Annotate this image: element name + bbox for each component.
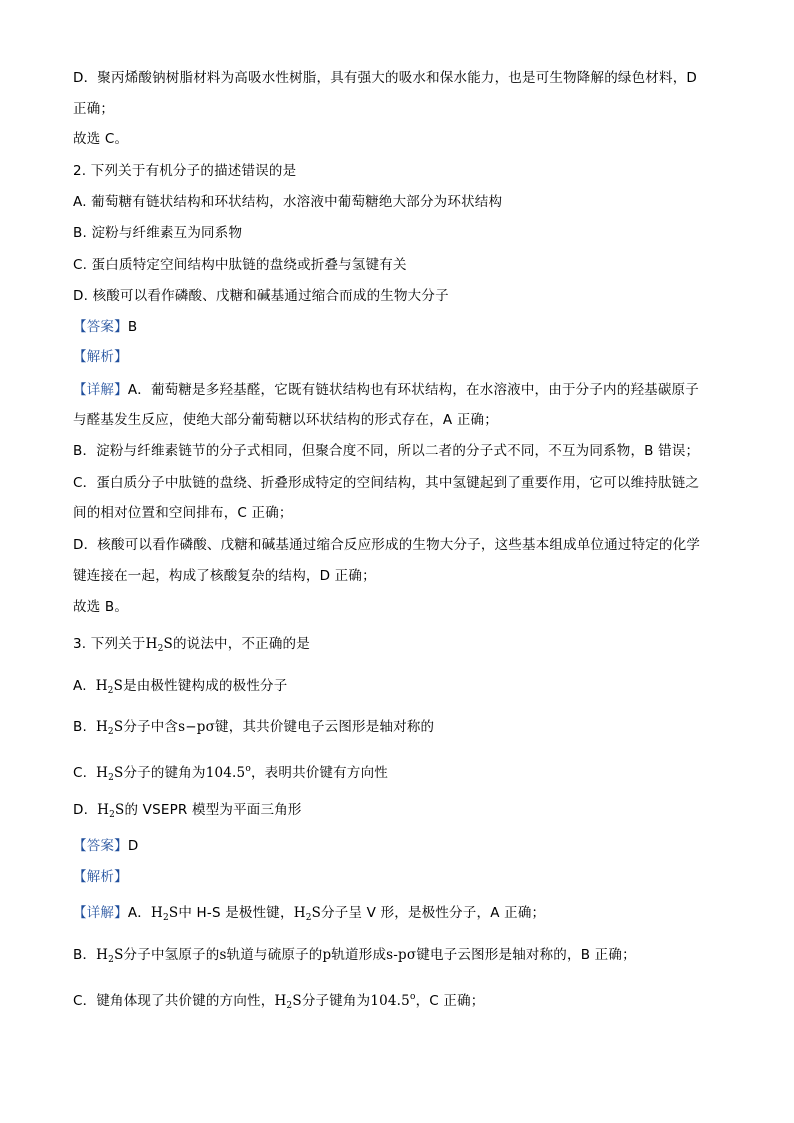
analysis-tag: 【解析】 [73, 869, 128, 885]
s-orbital-symbol: s [219, 947, 227, 963]
option-label: C. [73, 765, 88, 781]
option-text: 是由极性键构成的极性分子 [123, 678, 288, 694]
analysis-line [73, 868, 128, 886]
p-orbital-symbol: p [322, 947, 332, 963]
option-label: D. [73, 802, 89, 818]
question-2-option-a: A. 葡萄糖有链状结构和环状结构，水溶液中葡萄糖绝大部分为环状结构 [73, 194, 503, 210]
text-line: 间的相对位置和空间排布，C 正确； [73, 505, 293, 521]
text-line: B．淀粉与纤维素链节的分子式相同，但聚合度不同，所以二者的分子式不同，不互为同系物，B 错误； [73, 443, 700, 459]
text-line: C．蛋白质分子中肽链的盘绕、折叠形成特定的空间结构，其中氢键起到了重要作用，它可以维持肽链之 [73, 475, 700, 491]
bond-angle-value: 104.5$^o$ [205, 764, 251, 781]
answer-tag: 【答案】 [73, 319, 128, 335]
answer-tag: 【答案】 [73, 838, 128, 854]
h2s-formula: $H_2S$ [95, 678, 124, 696]
text-line: 键连接在一起，构成了核酸复杂的结构，D 正确； [73, 568, 376, 584]
text-line: 故选 B。 [73, 599, 129, 615]
s-p-sigma-formula: s−pσ [178, 719, 216, 735]
stem-text: 3. 下列关于 [73, 636, 146, 652]
question-3-stem [73, 635, 310, 658]
explanation-tag: 【详解】 [73, 905, 128, 921]
h2s-formula: $H_2S$ [96, 947, 124, 965]
answer-line [73, 318, 137, 336]
explanation-line: 【详解】A．$H_2S$中 H-S 是极性键，$H_2S$分子呈 V 形，是极性分子，A 正确； [73, 905, 546, 923]
text-line: D．核酸可以看作磷酸、戊糖和碱基通过缩合反应形成的生物大分子，这些基本组成单位通过特定的化学 [73, 537, 701, 553]
h2s-formula: $H_2S$ [97, 802, 125, 820]
h2s-formula: $H_2S$ [150, 905, 179, 923]
bond-angle-value: 104.5$^o$ [370, 992, 416, 1009]
h2s-formula: $H_2S$ [293, 905, 322, 923]
h2s-formula: $H_2S$ [145, 636, 173, 654]
text-line: C．键角体现了共价键的方向性，$H_2S$分子键角为104.5$^o$，C 正确； [73, 992, 485, 1011]
explanation-tag: 【详解】 [73, 382, 128, 398]
stem-text: 的说法中，不正确的是 [172, 636, 310, 652]
text-line: 正确； [73, 101, 115, 117]
question-2-option-c: C. 蛋白质特定空间结构中肽链的盘绕或折叠与氢键有关 [73, 257, 407, 273]
question-2-option-b: B. 淀粉与纤维素互为同系物 [73, 225, 243, 241]
answer-value: D [127, 838, 139, 854]
text-line: 故选 C。 [73, 131, 129, 147]
answer-value: B [127, 319, 138, 335]
text-line: D．聚丙烯酸钠树脂材料为高吸水性树脂，具有强大的吸水和保水能力，也是可生物降解的绿色材料，D [73, 70, 697, 86]
option-label: B. [73, 719, 87, 735]
h2s-formula: $H_2S$ [95, 719, 124, 737]
question-3-option-a [73, 677, 287, 700]
question-2-option-d: D. 核酸可以看作磷酸、戊糖和碱基通过缩合而成的生物大分子 [73, 288, 449, 304]
s-p-sigma-formula: s-pσ [386, 947, 417, 963]
option-label: A. [73, 678, 87, 694]
explanation-text: A．葡萄糖是多羟基醛，它既有链状结构也有环状结构，在水溶液中，由于分子内的羟基碳原子 [127, 382, 699, 398]
h2s-formula: $H_2S$ [274, 993, 302, 1011]
question-3-option-d: D. $H_2S$的 VSEPR 模型为平面三角形 [73, 802, 302, 820]
analysis-tag: 【解析】 [73, 349, 128, 365]
explanation-line [73, 381, 699, 399]
question-2-stem: 2. 下列关于有机分子的描述错误的是 [73, 163, 297, 179]
answer-line [73, 837, 138, 855]
question-3-option-b: B. $H_2S$分子中含s−pσ键，其共价键电子云图形是轴对称的 [73, 719, 435, 737]
h2s-formula: $H_2S$ [96, 765, 124, 783]
analysis-line [73, 348, 128, 366]
text-line: B．$H_2S$分子中氢原子的s轨道与硫原子的p轨道形成s-pσ键电子云图形是轴对称的，B 正确； [73, 947, 636, 965]
text-line: 与醛基发生反应，使绝大部分葡萄糖以环状结构的形式存在，A 正确； [73, 412, 498, 428]
question-3-option-c: C. $H_2S$分子的键角为104.5$^o$，表明共价键有方向性 [73, 764, 388, 783]
